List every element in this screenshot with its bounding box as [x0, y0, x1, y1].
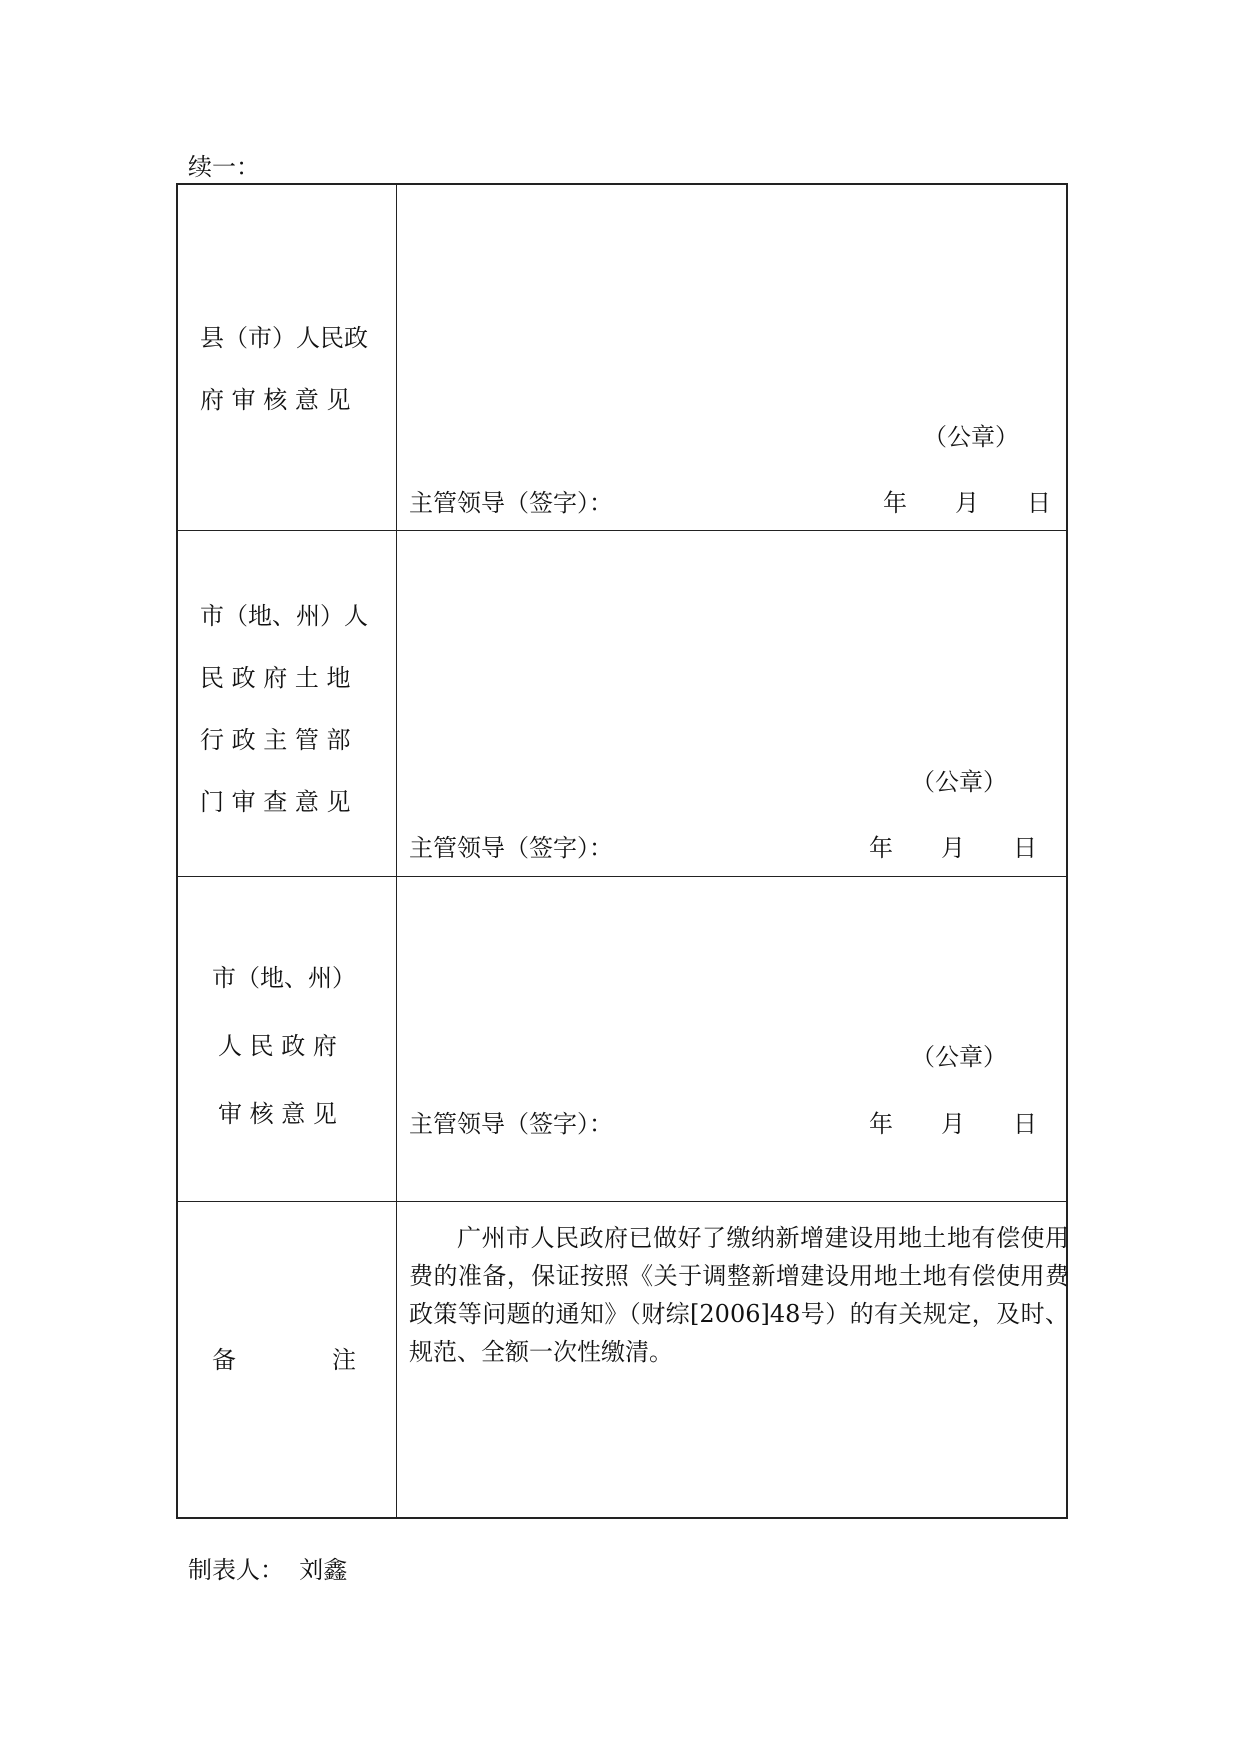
county-review-row [178, 185, 1066, 530]
prefecture-land-review-content-cell[interactable] [397, 531, 1066, 876]
remarks-label: 备 注 [212, 1346, 356, 1374]
row-label-line: 门 审 查 意 见 [200, 788, 351, 816]
remarks-label-cell [178, 1202, 397, 1519]
remarks-row [178, 1201, 1069, 1519]
continuation-label: 续一： [188, 153, 260, 181]
row-label-line: 市（地、州）人 [200, 602, 368, 630]
row-label-line: 人 民 政 府 [218, 1032, 337, 1060]
row-label-line: 县（市）人民政 [200, 324, 368, 352]
row-label-line: 行 政 主 管 部 [200, 726, 351, 754]
prefecture-land-review-label-cell [178, 531, 397, 876]
prefecture-government-review-label-cell [178, 877, 397, 1201]
remarks-content-cell[interactable] [397, 1202, 1069, 1519]
official-seal-placeholder: （公章） [911, 1043, 1007, 1071]
supervisor-signature-label: 主管领导（签字）： [409, 489, 613, 517]
preparer-label: 制表人： [188, 1556, 284, 1584]
signature-date-label: 年 月 日 [869, 834, 1037, 862]
row-label-line: 审 核 意 见 [218, 1100, 337, 1128]
official-seal-placeholder: （公章） [923, 423, 1019, 451]
official-seal-placeholder: （公章） [911, 768, 1007, 796]
prefecture-government-review-content-cell[interactable] [397, 877, 1066, 1201]
approval-form-table [176, 183, 1068, 1519]
supervisor-signature-label: 主管领导（签字）： [409, 1110, 613, 1138]
supervisor-signature-label: 主管领导（签字）： [409, 834, 613, 862]
row-label-line: 府 审 核 意 见 [200, 386, 351, 414]
row-label-line: 市（地、州） [212, 964, 356, 992]
preparer-line [188, 1553, 347, 1587]
county-review-content-cell[interactable] [397, 185, 1066, 530]
signature-date-label: 年 月 日 [883, 489, 1051, 517]
prefecture-land-review-row [178, 530, 1066, 876]
county-review-label-cell [178, 185, 397, 530]
remarks-text [409, 1219, 1069, 1371]
row-label-line: 民 政 府 土 地 [200, 664, 351, 692]
signature-date-label: 年 月 日 [869, 1110, 1037, 1138]
preparer-name: 刘鑫 [299, 1556, 348, 1584]
prefecture-government-review-row [178, 876, 1066, 1201]
remarks-paragraph: 广州市人民政府已做好了缴纳新增建设用地土地有偿使用费的准备，保证按照《关于调整新增建设用地土地有偿使用费政策等问题的通知》（财综[2006]48号）的有关规定，及时、规范、全额一次性缴清。 [409, 1224, 1069, 1366]
